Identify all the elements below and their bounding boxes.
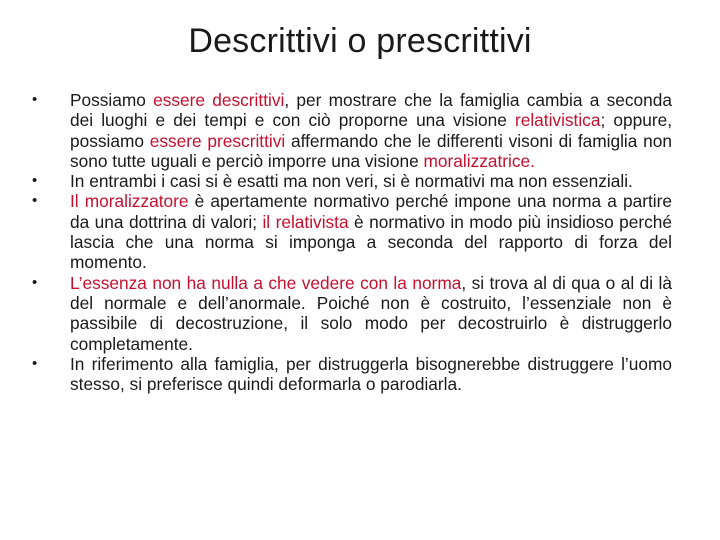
bullet-text: Possiamo (70, 90, 154, 110)
bullet-item (28, 171, 672, 191)
slide-title: Descrittivi o prescrittivi (188, 22, 532, 60)
bullet-item (28, 90, 672, 171)
bullet-text: , si trova al di qua o al di là del normale e dell’anormale. Poiché non è costruito, l’essenziale non è passibile di decostruzione, il solo modo per decostruirlo è distruggerlo completamente. (70, 272, 673, 354)
highlighted-text: moralizzatrice. (423, 150, 535, 171)
highlighted-text: relativistica (514, 110, 601, 131)
bullet-text: affermando che le differenti visoni di famiglia non sono tutte uguali e perciò imporre una visione (70, 130, 673, 171)
bullet-text: ; oppure, possiamo (70, 110, 673, 151)
highlighted-text: essere descrittivi (153, 90, 285, 110)
bullet-text: è apertamente normativo perché impone una norma a partire da una dottrina di valori; (70, 191, 672, 232)
highlighted-text: il relativista (262, 211, 349, 232)
bullet-list (28, 90, 672, 394)
bullet-text: In entrambi i casi si è esatti ma non veri, si è normativi ma non essenziali. (70, 171, 633, 192)
bullet-text: , per mostrare che la famiglia cambia a seconda dei luoghi e dei tempi e con ciò proporne una visione (70, 90, 672, 131)
bullet-text: è normativo in modo più insidioso perché lascia che una norma si imponga a seconda del rapporto di forza del momento. (70, 211, 673, 273)
highlighted-text: L’essenza non ha nulla a che vedere con la norma (70, 272, 462, 293)
bullet-item (28, 273, 672, 354)
bullet-text: In riferimento alla famiglia, per distruggerla bisognerebbe distruggere l’uomo stesso, si preferisce quindi deformarla o parodiarla. (70, 353, 672, 395)
highlighted-text: Il moralizzatore (70, 191, 189, 212)
bullet-item (28, 354, 672, 395)
bullet-item (28, 191, 672, 272)
highlighted-text: essere prescrittivi (149, 130, 286, 151)
